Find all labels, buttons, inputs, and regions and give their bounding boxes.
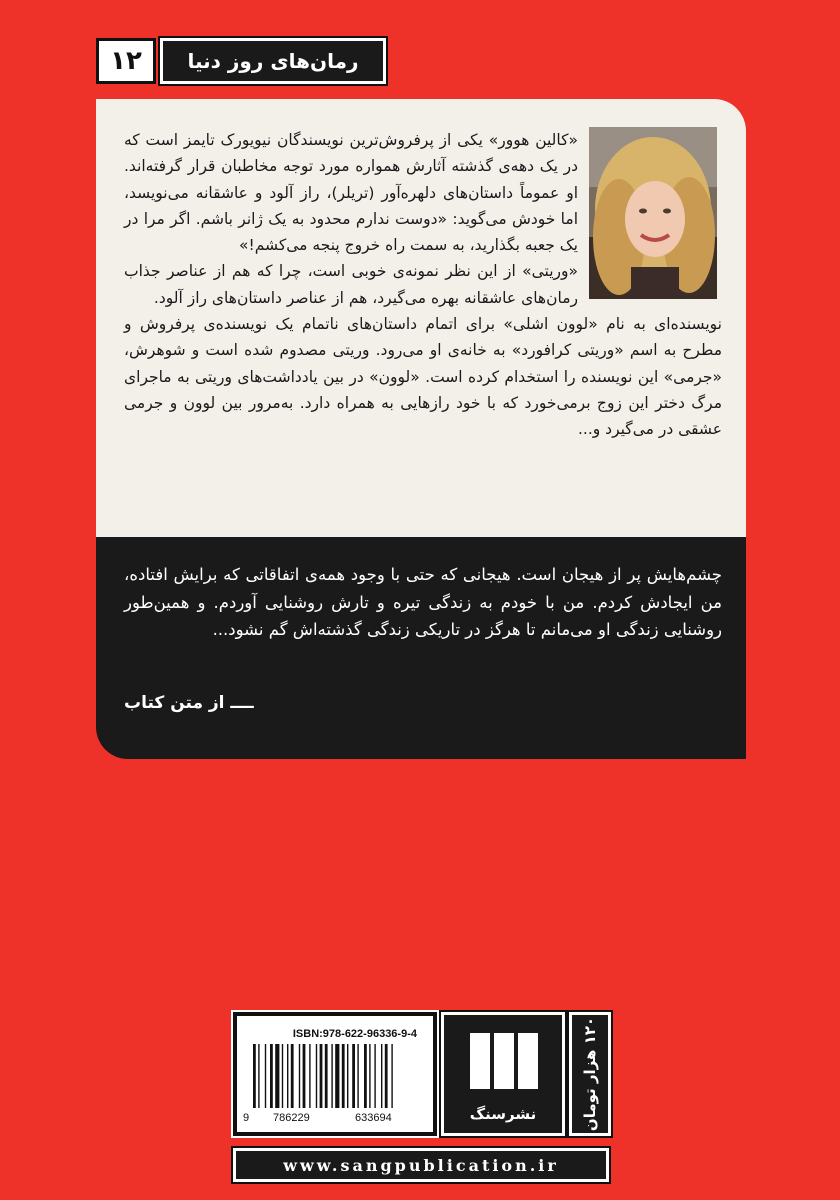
barcode-bar [381, 1044, 382, 1108]
barcode-bar [347, 1044, 348, 1108]
series-number: ۱۲ [110, 46, 142, 76]
barcode [233, 1012, 437, 1136]
price-badge [569, 1012, 611, 1136]
website-url: www.sangpublication.ir [283, 1155, 559, 1175]
barcode-bar [385, 1044, 388, 1108]
barcode-bar [287, 1044, 288, 1108]
barcode-bar [352, 1044, 355, 1108]
series-number-badge [96, 38, 156, 84]
barcode-bar [303, 1044, 306, 1108]
barcode-bar [299, 1044, 300, 1108]
barcode-bars [253, 1044, 423, 1108]
barcode-bar [364, 1044, 367, 1108]
barcode-bar [331, 1044, 332, 1108]
barcode-bar [270, 1044, 273, 1108]
back-cover-panel [96, 99, 746, 759]
barcode-bar [291, 1044, 294, 1108]
barcode-bar [320, 1044, 323, 1108]
barcode-bar [309, 1044, 310, 1108]
bio-paragraph: «کالین هوور» یکی از پرفروش‌ترین نویسندگان نیویورک تایمز است که در یک دهه‌ی گذشته آثارش همواره مورد توجه مخاطبان قرار گرفته‌اند. او عموماً داستان‌های دلهره‌آور (تریلر)، راز آلود و عاشقانه می‌نویسد، اما خودش می‌گوید: «دوست ندارم محدود به یک ژانر باشم. اگر مرا در یک جعبه بگذارید، به سمت راه خروج پنجه می‌کشم!» [124, 131, 578, 255]
book-spines-icon [444, 1021, 562, 1101]
barcode-bar [316, 1044, 317, 1108]
barcode-bar [275, 1044, 279, 1108]
barcode-digits-left: 786229 [273, 1112, 310, 1124]
barcode-bar [253, 1044, 256, 1108]
barcode-bar [342, 1044, 345, 1108]
barcode-bar [265, 1044, 266, 1108]
price: ۱۲۰ هزار تومان [581, 1016, 599, 1132]
barcode-bar [325, 1044, 328, 1108]
bio-paragraph: نویسنده‌ای به نام «لوون اشلی» برای اتمام داستان‌های ناتمام یک نویسنده‌ی پرفروش و مطرح به اسم «وریتی کرافورد» به خانه‌ی او می‌رود. وریتی مصدوم شده است و شوهرش، «جرمی» این نویسنده را استخدام کرده است. «لوون» در بین یادداشت‌های وریتی به ماجرای مرگ دختر این زوج برمی‌خورد که با خود رازهایی به همراه دارد. به‌مرور بین لوون و جرمی عشقی در می‌گیرد و... [124, 315, 722, 439]
publisher-name: نشرسنگ [469, 1105, 537, 1123]
author-bio [124, 127, 722, 443]
barcode-digit-lead: 9 [243, 1112, 250, 1124]
barcode-bar [335, 1044, 339, 1108]
barcode-bar [258, 1044, 259, 1108]
barcode-bar [391, 1044, 392, 1108]
series-title-badge [160, 38, 386, 84]
isbn-label: ISBN:978-622-96336-9-4 [292, 1028, 417, 1040]
barcode-digits-right: 633694 [355, 1112, 392, 1124]
publisher-footer [233, 1012, 609, 1184]
barcode-bar [369, 1044, 370, 1108]
book-excerpt: چشم‌هایش پر از هیجان است. هیجانی که حتی با وجود همه‌ی اتفاقاتی که برایش افتاده، من ایجادش کردم. من با خودم به زندگی تیره و تارش روشنایی آوردم. و همین‌طور روشنایی زندگی او می‌مانم تا هرگز در تاریکی زندگی گذشته‌اش گم نشود... [124, 565, 722, 639]
publisher-logo [441, 1012, 565, 1136]
publisher-website [233, 1148, 609, 1182]
barcode-bar [357, 1044, 358, 1108]
excerpt-source: ــــ از متن کتاب [124, 693, 254, 713]
bio-paragraph: «وریتی» از این نظر نمونه‌ی خوبی است، چرا که هم از عناصر جذاب رمان‌های عاشقانه بهره می‌گیرد، هم از عناصر داستان‌های راز آلود. [124, 262, 578, 307]
barcode-bar [374, 1044, 375, 1108]
barcode-bar [282, 1044, 283, 1108]
series-title: رمان‌های روز دنیا [187, 49, 359, 73]
